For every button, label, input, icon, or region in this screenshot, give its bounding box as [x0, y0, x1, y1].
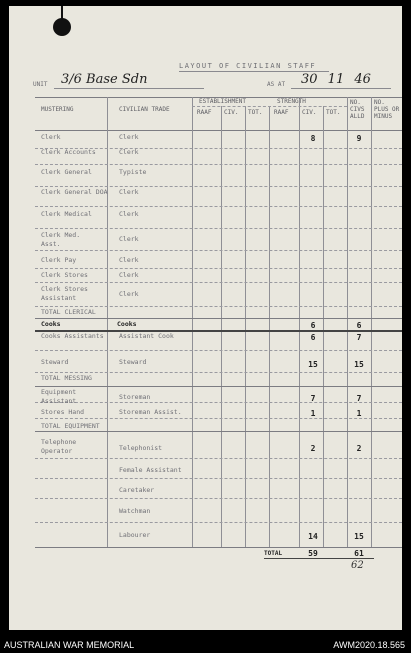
row-trade: Clerk	[119, 290, 139, 298]
total-label: TOTAL	[264, 550, 283, 557]
row-trade: Assistant Cook	[119, 332, 174, 340]
row-civ-count: 6	[310, 321, 316, 330]
footer-source: AUSTRALIAN WAR MEMORIAL	[4, 640, 135, 650]
header-civ: CIV.	[224, 109, 239, 116]
row-trade: Clerk	[119, 271, 139, 279]
header-tot: TOT.	[248, 109, 263, 116]
row-mustering: Clerk	[41, 133, 61, 141]
row-mustering: Cooks Assistants	[41, 332, 104, 340]
row-trade: Watchman	[119, 507, 151, 515]
header-civs-allocated: NO. CIVS ALLD	[350, 99, 365, 120]
row-civ-count: 14	[308, 532, 318, 541]
row-mustering: Clerk General DOA	[41, 188, 108, 196]
handwritten-total: 62	[351, 560, 364, 571]
row-mustering: Clerk Pay	[41, 256, 77, 264]
total-civs-alld: 61	[354, 549, 364, 558]
row-mustering: Stores Hand	[41, 408, 85, 416]
row-trade: Clerk	[119, 148, 139, 156]
row-trade: Storeman Assist.	[119, 408, 182, 416]
row-trade: Clerk	[119, 210, 139, 218]
row-trade: Clerk	[119, 256, 139, 264]
row-civs-alld: 15	[354, 532, 364, 541]
header-civilian-trade: CIVILIAN TRADE	[119, 106, 170, 113]
header-plus-minus: NO. PLUS OR MINUS	[374, 99, 400, 120]
row-trade: Telephonist	[119, 444, 163, 452]
row-trade: Clerk	[119, 188, 139, 196]
row-mustering: Clerk Accounts	[41, 148, 96, 156]
section-total-clerical: TOTAL CLERICAL	[41, 308, 96, 316]
row-trade: Labourer	[119, 531, 151, 539]
header-civ-2: CIV.	[302, 109, 317, 116]
row-mustering: Steward	[41, 358, 69, 366]
row-trade: Clerk	[119, 235, 139, 243]
row-civ-count: 8	[310, 134, 316, 143]
row-mustering: Clerk Stores	[41, 271, 88, 279]
row-trade: Storeman	[119, 393, 151, 401]
row-civ-count: 2	[310, 444, 316, 453]
header-raaf-2: RAAF	[274, 109, 289, 116]
row-mustering: Clerk Medical	[41, 210, 92, 218]
row-trade: Clerk	[119, 133, 139, 141]
row-civs-alld: 6	[356, 321, 362, 330]
header-raaf: RAAF	[197, 109, 212, 116]
document-page	[9, 6, 402, 630]
row-trade: Steward	[119, 358, 147, 366]
unit-label: UNIT	[33, 81, 48, 88]
unit-value: 3/6 Base Sdn	[61, 72, 148, 87]
section-total-equipment: TOTAL EQUIPMENT	[41, 422, 100, 430]
row-trade: Cooks	[117, 320, 137, 328]
header-tot-2: TOT.	[326, 109, 341, 116]
row-civ-count: 7	[310, 394, 316, 403]
row-civ-count: 1	[310, 409, 316, 418]
row-civs-alld: 1	[356, 409, 362, 418]
row-trade: Typiste	[119, 168, 147, 176]
total-underline	[264, 558, 374, 559]
row-civs-alld: 7	[356, 333, 362, 342]
row-civs-alld: 2	[356, 444, 362, 453]
row-civs-alld: 15	[354, 360, 364, 369]
header-establishment: ESTABLISHMENT	[199, 98, 246, 105]
row-mustering: Cooks	[41, 320, 61, 328]
date-value: 30 11 46	[301, 72, 371, 87]
row-mustering: Clerk Med. Asst.	[41, 231, 81, 248]
document-title: LAYOUT OF CIVILIAN STAFF	[179, 62, 317, 70]
row-mustering: Clerk Stores Assistant	[41, 285, 88, 302]
row-civs-alld: 9	[356, 134, 362, 143]
row-mustering: Clerk General	[41, 168, 92, 176]
header-strength: STRENGTH	[277, 98, 306, 105]
row-trade: Female Assistant	[119, 466, 182, 474]
as-at-label: AS AT	[267, 81, 286, 88]
row-civ-count: 15	[308, 360, 318, 369]
row-trade: Caretaker	[119, 486, 155, 494]
header-mustering: MUSTERING	[41, 106, 74, 113]
footer-accession: AWM2020.18.565	[333, 640, 405, 650]
row-civs-alld: 7	[356, 394, 362, 403]
total-civ: 59	[308, 549, 318, 558]
row-mustering: Telephone Operator	[41, 438, 77, 455]
section-total-messing: TOTAL MESSING	[41, 374, 92, 382]
row-mustering: Equipment Assistant	[41, 388, 77, 405]
row-civ-count: 6	[310, 333, 316, 342]
